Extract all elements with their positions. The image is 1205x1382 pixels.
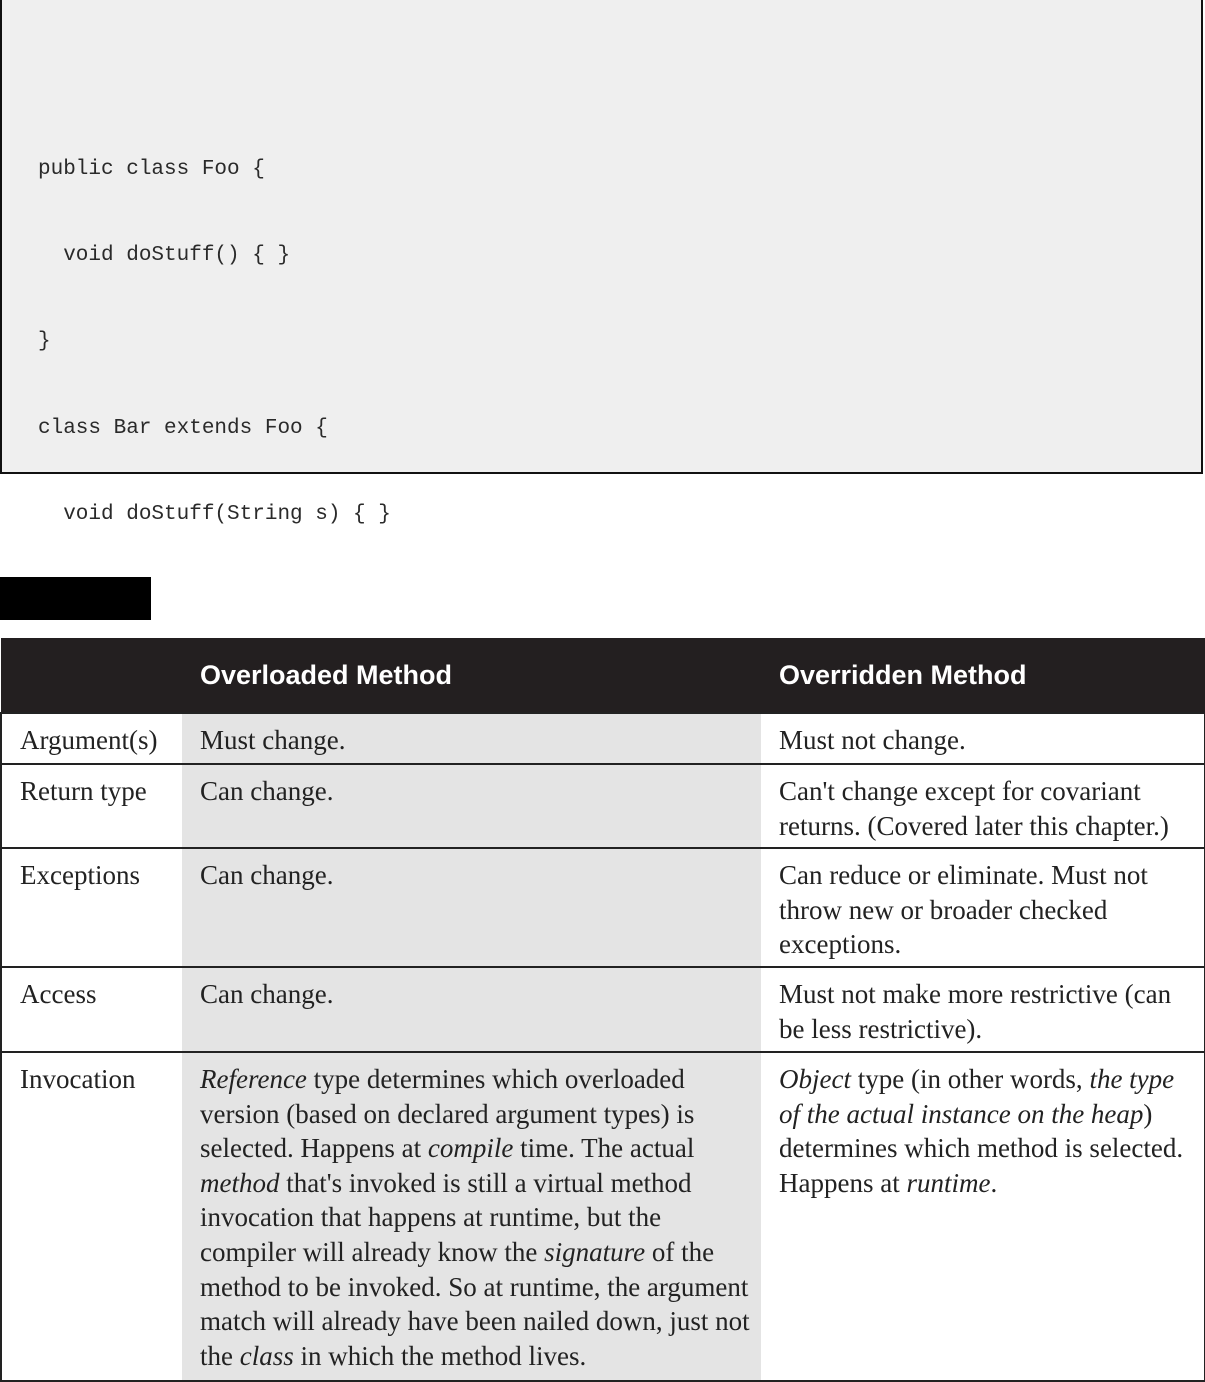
emphasis-text: compile (427, 1133, 514, 1164)
row-label: Access (1, 967, 182, 1052)
emphasis-text: runtime (906, 1167, 991, 1198)
overridden-cell: Must not make more restrictive (can be less restrictive). (761, 967, 1205, 1052)
cell-text: of the method to be invoked. So at runtime, the argument match will already have been nailed down, just not the (200, 1236, 750, 1371)
comparison-table (0, 638, 1205, 1382)
cell-text: time. The actual (513, 1133, 695, 1164)
overloaded-cell: Must change. (182, 713, 761, 764)
row-label: Exceptions (1, 848, 182, 967)
row-label: Invocation (1, 1052, 182, 1381)
cell-text: type determines which overloaded version (based on declared argument types) is selected. Happens at (200, 1064, 695, 1164)
table-row-access (1, 967, 1205, 1052)
overloaded-cell: Can change. (182, 967, 761, 1052)
table-row-invocation (1, 1052, 1205, 1381)
emphasis-text: method (200, 1167, 280, 1198)
code-line: class Bar extends Foo { (38, 416, 328, 440)
code-line: } (38, 330, 51, 354)
header-overloaded-method: Overloaded Method (182, 638, 761, 713)
emphasis-text: Object (779, 1064, 851, 1094)
emphasis-text: the type of the actual instance on the heap (779, 1064, 1175, 1129)
cell-text: type (in other words, (850, 1064, 1090, 1094)
emphasis-text: signature (544, 1236, 646, 1267)
overloaded-cell (182, 1052, 761, 1381)
table-header-row (1, 638, 1205, 713)
table-row-exceptions (1, 848, 1205, 967)
overridden-cell: Can reduce or eliminate. Must not throw new or broader checked exceptions. (761, 848, 1205, 967)
header-blank (1, 638, 182, 713)
code-line: void doStuff(String s) { } (38, 503, 391, 527)
cell-text: that's invoked is still a virtual method invocation that happens at runtime, but the compiler will already know the (200, 1167, 692, 1267)
table-row-arguments (1, 713, 1205, 764)
table-row-return-type (1, 764, 1205, 848)
emphasis-text: Reference (200, 1064, 307, 1094)
overridden-cell (761, 1052, 1205, 1381)
overloaded-cell: Can change. (182, 848, 761, 967)
code-line: public class Foo { (38, 157, 265, 181)
header-overridden-method: Overridden Method (761, 638, 1205, 713)
overloaded-cell: Can change. (182, 764, 761, 848)
cell-text: . (990, 1167, 998, 1198)
code-listing-box (0, 0, 1203, 527)
code-line: void doStuff() { } (38, 243, 291, 267)
row-label: Return type (1, 764, 182, 848)
overridden-cell: Can't change except for covariant returns. (Covered later this chapter.) (761, 764, 1205, 848)
overridden-cell: Must not change. (761, 713, 1205, 764)
table-caption-block (0, 577, 151, 620)
row-label: Argument(s) (1, 713, 182, 764)
cell-text: ) determines which method is selected. Happens at (779, 1098, 1184, 1198)
emphasis-text: class (239, 1340, 294, 1371)
cell-text: in which the method lives. (293, 1340, 587, 1371)
